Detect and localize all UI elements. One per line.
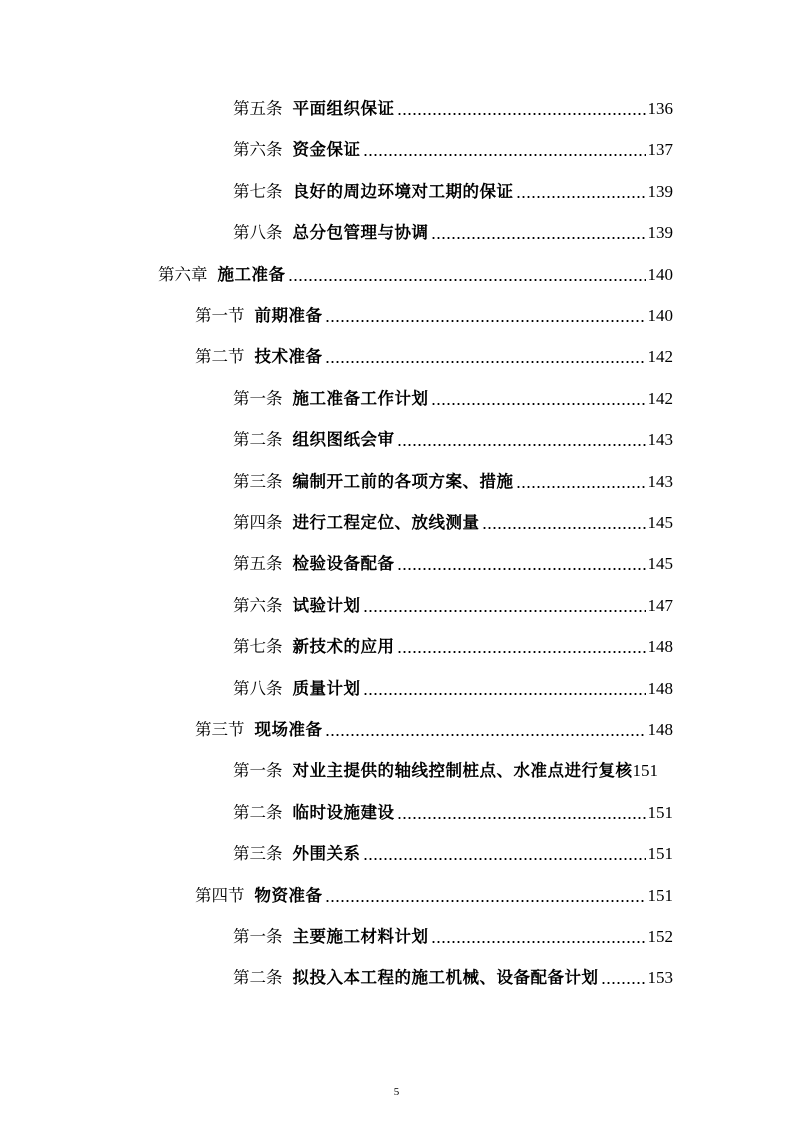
- toc-dot-leader: [363, 149, 646, 157]
- toc-entry[interactable]: [233, 551, 673, 577]
- toc-entry[interactable]: [195, 883, 673, 909]
- toc-entry[interactable]: [233, 676, 673, 702]
- toc-dot-leader: [397, 108, 646, 116]
- toc-dot-leader: [431, 232, 646, 240]
- toc-entry-number: 第二条: [233, 968, 283, 988]
- toc-entry[interactable]: [233, 924, 673, 950]
- toc-entry[interactable]: [233, 510, 673, 536]
- toc-entry-number: 第二节: [195, 347, 245, 367]
- toc-dot-leader: [397, 812, 646, 820]
- toc-entry-number: 第七条: [233, 637, 283, 657]
- toc-entry-page: 139: [647, 223, 673, 243]
- page-number: 5: [393, 1086, 400, 1098]
- toc-entry-number: 第五条: [233, 99, 283, 118]
- toc-entry[interactable]: [233, 841, 673, 867]
- toc-entry[interactable]: [233, 758, 673, 784]
- toc-dot-leader: [363, 853, 646, 861]
- toc-entry[interactable]: [233, 800, 673, 826]
- toc-entry-page: 148: [647, 720, 673, 739]
- toc-entry-title: 物资准备: [254, 885, 323, 905]
- toc-entry[interactable]: [233, 220, 673, 246]
- toc-entry-number: 第一条: [233, 927, 283, 946]
- toc-entry-page: 137: [647, 140, 673, 160]
- toc-entry-title: 技术准备: [254, 347, 323, 367]
- toc-entry[interactable]: [233, 179, 673, 205]
- toc-entry[interactable]: [233, 593, 673, 619]
- toc-entry-page: 139: [647, 181, 673, 201]
- toc-entry-number: 第八条: [233, 223, 283, 243]
- toc-dot-leader: [363, 605, 646, 613]
- toc-dot-leader: [325, 729, 646, 737]
- toc-dot-leader: [482, 522, 646, 530]
- toc-entry-number: 第三条: [233, 471, 283, 491]
- toc-entry-page: 143: [647, 471, 673, 491]
- toc-entry[interactable]: [195, 344, 673, 370]
- toc-dot-leader: [288, 274, 646, 282]
- toc-entry-number: 第二条: [233, 430, 283, 450]
- toc-entry-page: 151: [647, 844, 673, 864]
- toc-entry-title: 试验计划: [292, 595, 361, 615]
- toc-entry-title: 拟投入本工程的施工机械、设备配备计划: [292, 968, 599, 988]
- toc-entry-number: 第一条: [233, 388, 283, 408]
- toc-dot-leader: [397, 646, 646, 654]
- toc-entry-page: 151: [632, 761, 658, 781]
- toc-entry-title: 进行工程定位、放线测量: [292, 513, 480, 532]
- toc-entry[interactable]: [233, 96, 673, 122]
- toc-entry-number: 第七条: [233, 181, 283, 201]
- toc-entry-number: 第四条: [233, 513, 283, 532]
- toc-entry-title: 施工准备: [217, 264, 286, 284]
- toc-entry-page: 147: [647, 595, 673, 615]
- toc-entry-number: 第三节: [195, 720, 245, 739]
- toc-entry[interactable]: [233, 469, 673, 495]
- toc-entry-title: 良好的周边环境对工期的保证: [292, 181, 514, 201]
- toc-entry-page: 145: [647, 513, 673, 532]
- toc-entry-number: 第六条: [233, 140, 283, 160]
- toc-entry-page: 140: [647, 306, 673, 325]
- toc-entry-page: 143: [647, 430, 673, 450]
- toc-entry-title: 施工准备工作计划: [292, 388, 429, 408]
- toc-entry-title: 资金保证: [292, 140, 361, 160]
- toc-entry-page: 148: [647, 637, 673, 657]
- toc-dot-leader: [601, 977, 646, 985]
- toc-entry-title: 检验设备配备: [292, 554, 395, 574]
- toc-entry[interactable]: [233, 427, 673, 453]
- toc-entry-title: 质量计划: [292, 678, 361, 698]
- toc-entry-number: 第四节: [195, 885, 245, 905]
- toc-entry[interactable]: [233, 965, 673, 991]
- toc-entry-title: 对业主提供的轴线控制桩点、水准点进行复核: [292, 761, 633, 781]
- toc-dot-leader: [325, 356, 646, 364]
- toc-entry-title: 总分包管理与协调: [292, 223, 429, 243]
- toc-dot-leader: [325, 315, 646, 323]
- toc-dot-leader: [363, 688, 646, 696]
- toc-entry-title: 主要施工材料计划: [292, 927, 429, 946]
- toc-entry[interactable]: [195, 303, 673, 329]
- toc-entry-number: 第八条: [233, 678, 283, 698]
- toc-entry-page: 142: [647, 347, 673, 367]
- toc-entry[interactable]: [195, 717, 673, 743]
- toc-entry-title: 组织图纸会审: [292, 430, 395, 450]
- toc-entry-page: 140: [647, 264, 673, 284]
- toc-entry-page: 136: [647, 99, 673, 118]
- toc-entry-number: 第三条: [233, 844, 283, 864]
- toc-entry-page: 151: [647, 885, 673, 905]
- toc-entry[interactable]: [233, 634, 673, 660]
- toc-entry-page: 142: [647, 388, 673, 408]
- toc-entry-number: 第六章: [158, 264, 208, 284]
- toc-entry-title: 现场准备: [254, 720, 323, 739]
- toc-dot-leader: [516, 191, 646, 199]
- toc-entry-page: 151: [647, 802, 673, 822]
- toc-entry[interactable]: [158, 262, 673, 288]
- toc-entry[interactable]: [233, 137, 673, 163]
- toc-dot-leader: [431, 398, 646, 406]
- toc-entry-page: 148: [647, 678, 673, 698]
- toc-entry-title: 平面组织保证: [292, 99, 395, 118]
- toc-entry-number: 第二条: [233, 802, 283, 822]
- toc-entry-title: 外围关系: [292, 844, 361, 864]
- toc-entry-title: 编制开工前的各项方案、措施: [292, 471, 514, 491]
- toc-dot-leader: [516, 481, 646, 489]
- toc-entry-page: 145: [647, 554, 673, 574]
- toc-entry-title: 前期准备: [254, 306, 323, 325]
- toc-entry-title: 新技术的应用: [292, 637, 395, 657]
- toc-entry-title: 临时设施建设: [292, 802, 395, 822]
- toc-dot-leader: [397, 439, 646, 447]
- toc-entry-number: 第一节: [195, 306, 245, 325]
- toc-entry-page: 153: [647, 968, 673, 988]
- toc-entry[interactable]: [233, 386, 673, 412]
- toc-dot-leader: [325, 895, 646, 903]
- toc-entry-number: 第六条: [233, 595, 283, 615]
- toc-dot-leader: [431, 936, 646, 944]
- toc-entry-number: 第一条: [233, 761, 283, 781]
- toc-dot-leader: [397, 563, 646, 571]
- toc-entry-number: 第五条: [233, 554, 283, 574]
- toc-entry-page: 152: [647, 927, 673, 946]
